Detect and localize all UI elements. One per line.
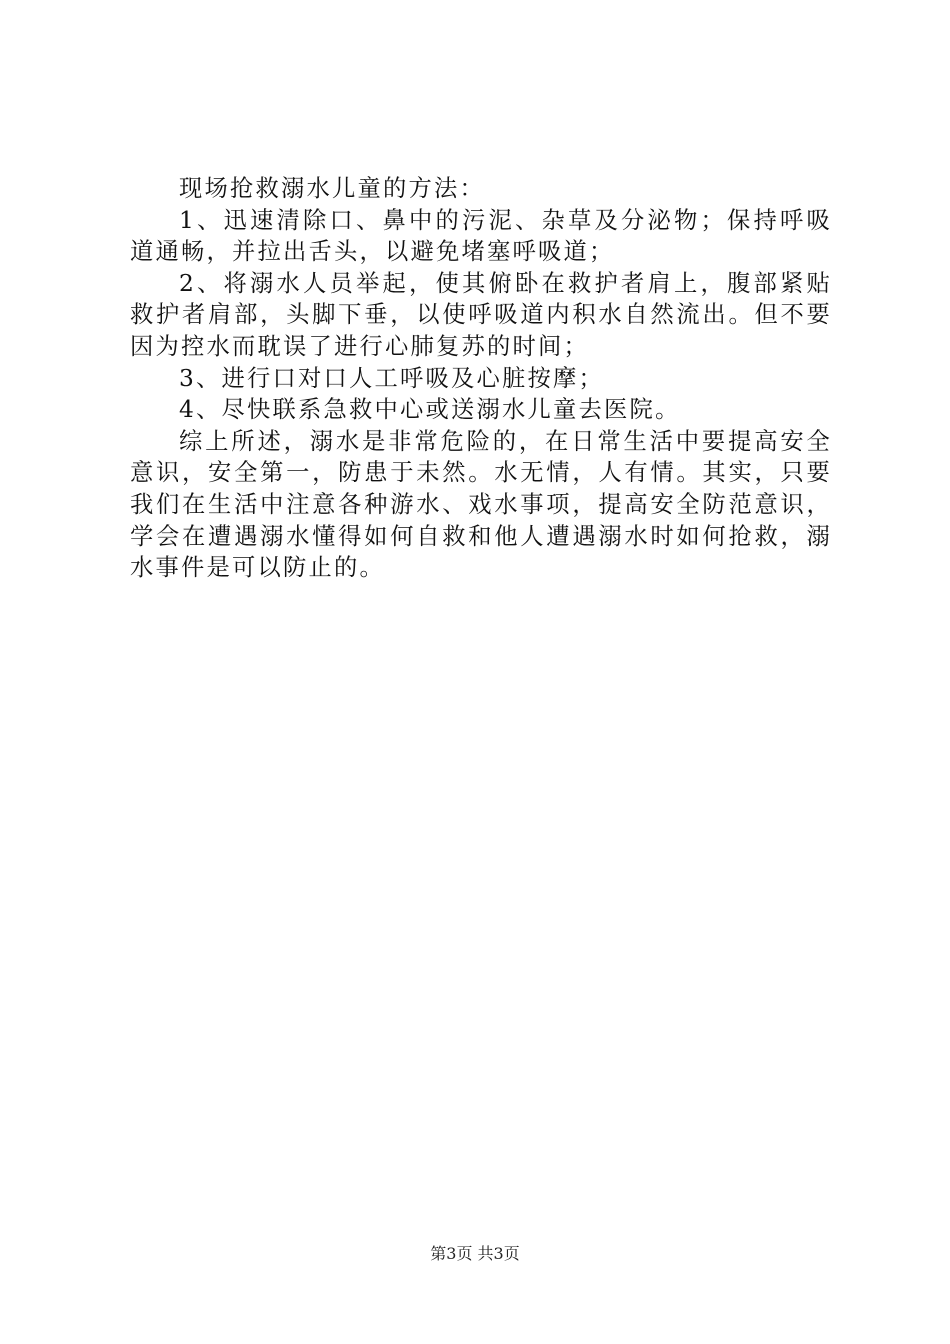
paragraph-heading: 现场抢救溺水儿童的方法： xyxy=(179,175,485,202)
document-body xyxy=(130,173,832,584)
paragraph-step-1: 1、迅速清除口、鼻中的污泥、杂草及分泌物；保持呼吸道通畅，并拉出舌头，以避免堵塞呼吸道； xyxy=(130,206,832,266)
paragraph-summary: 综上所述，溺水是非常危险的，在日常生活中要提高安全意识，安全第一，防患于未然。水无情，人有情。其实，只要我们在生活中注意各种游水、戏水事项，提高安全防范意识，学会在遭遇溺水懂得如何自救和他人遭遇溺水时如何抢救，溺水事件是可以防止的。 xyxy=(130,427,832,582)
page-number-label: 第3页 共3页 xyxy=(430,1244,520,1263)
page-footer xyxy=(0,1244,950,1264)
paragraph-step-3: 3、进行口对口人工呼吸及心脏按摩； xyxy=(179,364,604,392)
paragraph-step-4: 4、尽快联系急救中心或送溺水儿童去医院。 xyxy=(179,396,681,424)
paragraph-step-2: 2、将溺水人员举起，使其俯卧在救护者肩上，腹部紧贴救护者肩部，头脚下垂，以使呼吸道内积水自然流出。但不要因为控水而耽误了进行心肺复苏的时间； xyxy=(130,269,832,360)
